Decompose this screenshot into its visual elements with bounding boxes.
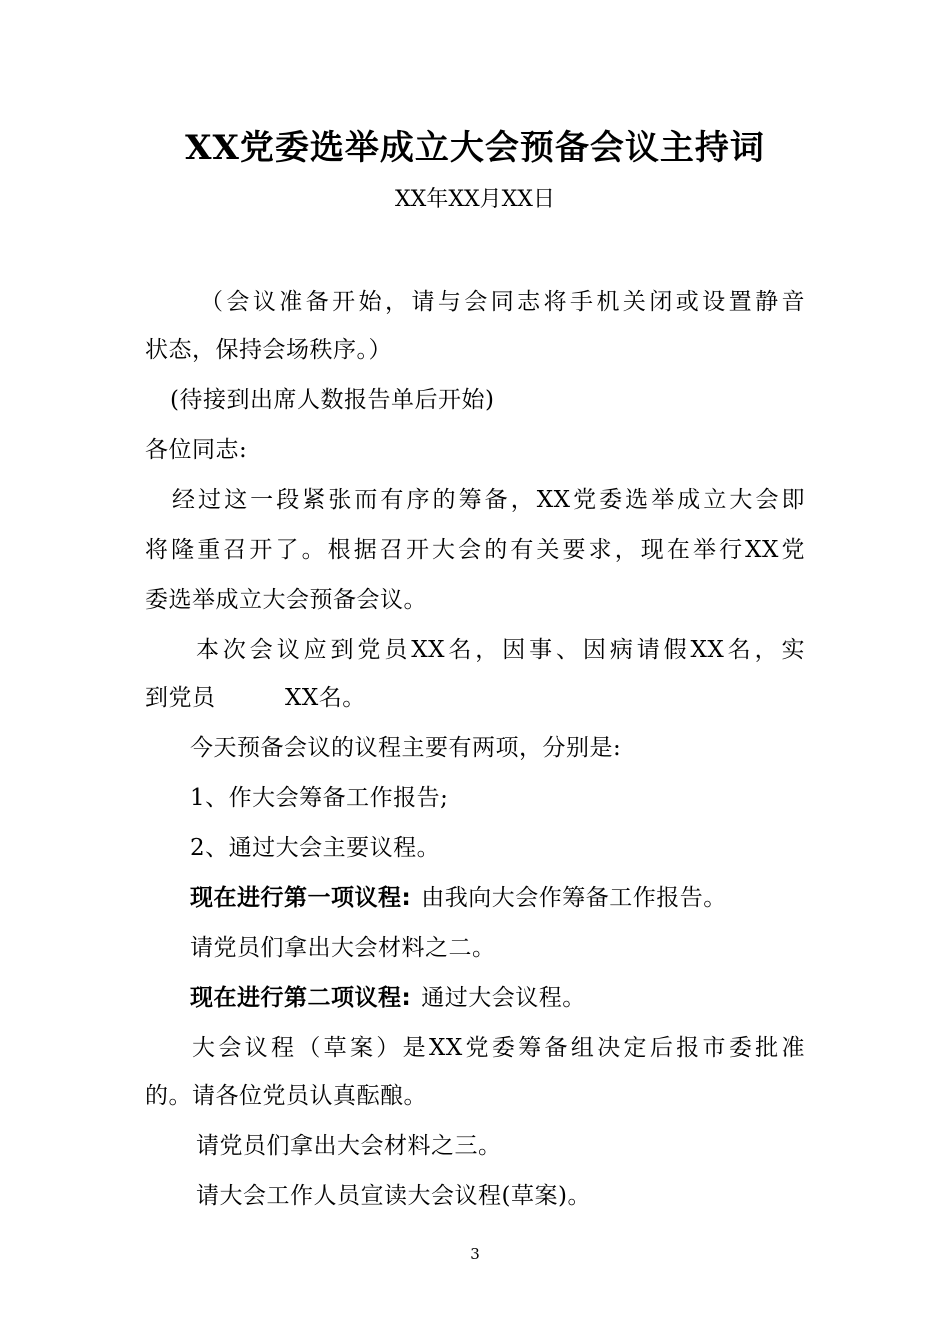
- paragraph-line: 大会议程（草案）是XX党委筹备组决定后报市委批准: [192, 1035, 805, 1061]
- document-date: XX年XX月XX日: [395, 187, 555, 212]
- salutation: 各位同志:: [145, 437, 248, 463]
- paragraph-line: （会议准备开始，请与会同志将手机关闭或设置静音: [200, 289, 805, 315]
- paragraph-line: 请党员们拿出大会材料之三。: [196, 1133, 502, 1159]
- agenda-item-2-lead: 现在进行第二项议程:: [190, 985, 412, 1011]
- paragraph-line: 请党员们拿出大会材料之二。: [190, 935, 496, 961]
- paragraph-line: 今天预备会议的议程主要有两项，分别是:: [190, 735, 622, 761]
- paragraph-line: (待接到出席人数报告单后开始): [170, 387, 495, 413]
- paragraph-line: 本次会议应到党员XX名，因事、因病请假XX名，实: [196, 637, 805, 663]
- paragraph-line: XX名。: [285, 685, 366, 711]
- agenda-list-item: 2、通过大会主要议程。: [190, 835, 441, 861]
- page-number: 3: [470, 1245, 480, 1263]
- document-title: XX党委选举成立大会预备会议主持词: [185, 128, 765, 168]
- agenda-list-item: 1、作大会筹备工作报告;: [190, 785, 449, 811]
- paragraph-line: 状态，保持会场秩序。）: [145, 337, 392, 363]
- paragraph-line: 将隆重召开了。根据召开大会的有关要求，现在举行XX党: [145, 537, 805, 563]
- agenda-item-1-text: 由我向大会作筹备工作报告。: [421, 885, 727, 911]
- paragraph-line: 经过这一段紧张而有序的筹备，XX党委选举成立大会即: [172, 487, 805, 513]
- agenda-item-2-text: 通过大会议程。: [421, 985, 586, 1011]
- paragraph-line: 请大会工作人员宣读大会议程(草案)。: [196, 1183, 591, 1209]
- paragraph-line: 委选举成立大会预备会议。: [145, 587, 427, 613]
- paragraph-line: [190, 980, 586, 1016]
- agenda-item-1-lead: 现在进行第一项议程:: [190, 885, 412, 911]
- paragraph-line: [190, 880, 727, 916]
- paragraph-line: 的。请各位党员认真酝酿。: [145, 1083, 427, 1109]
- paragraph-line: 到党员: [145, 685, 216, 711]
